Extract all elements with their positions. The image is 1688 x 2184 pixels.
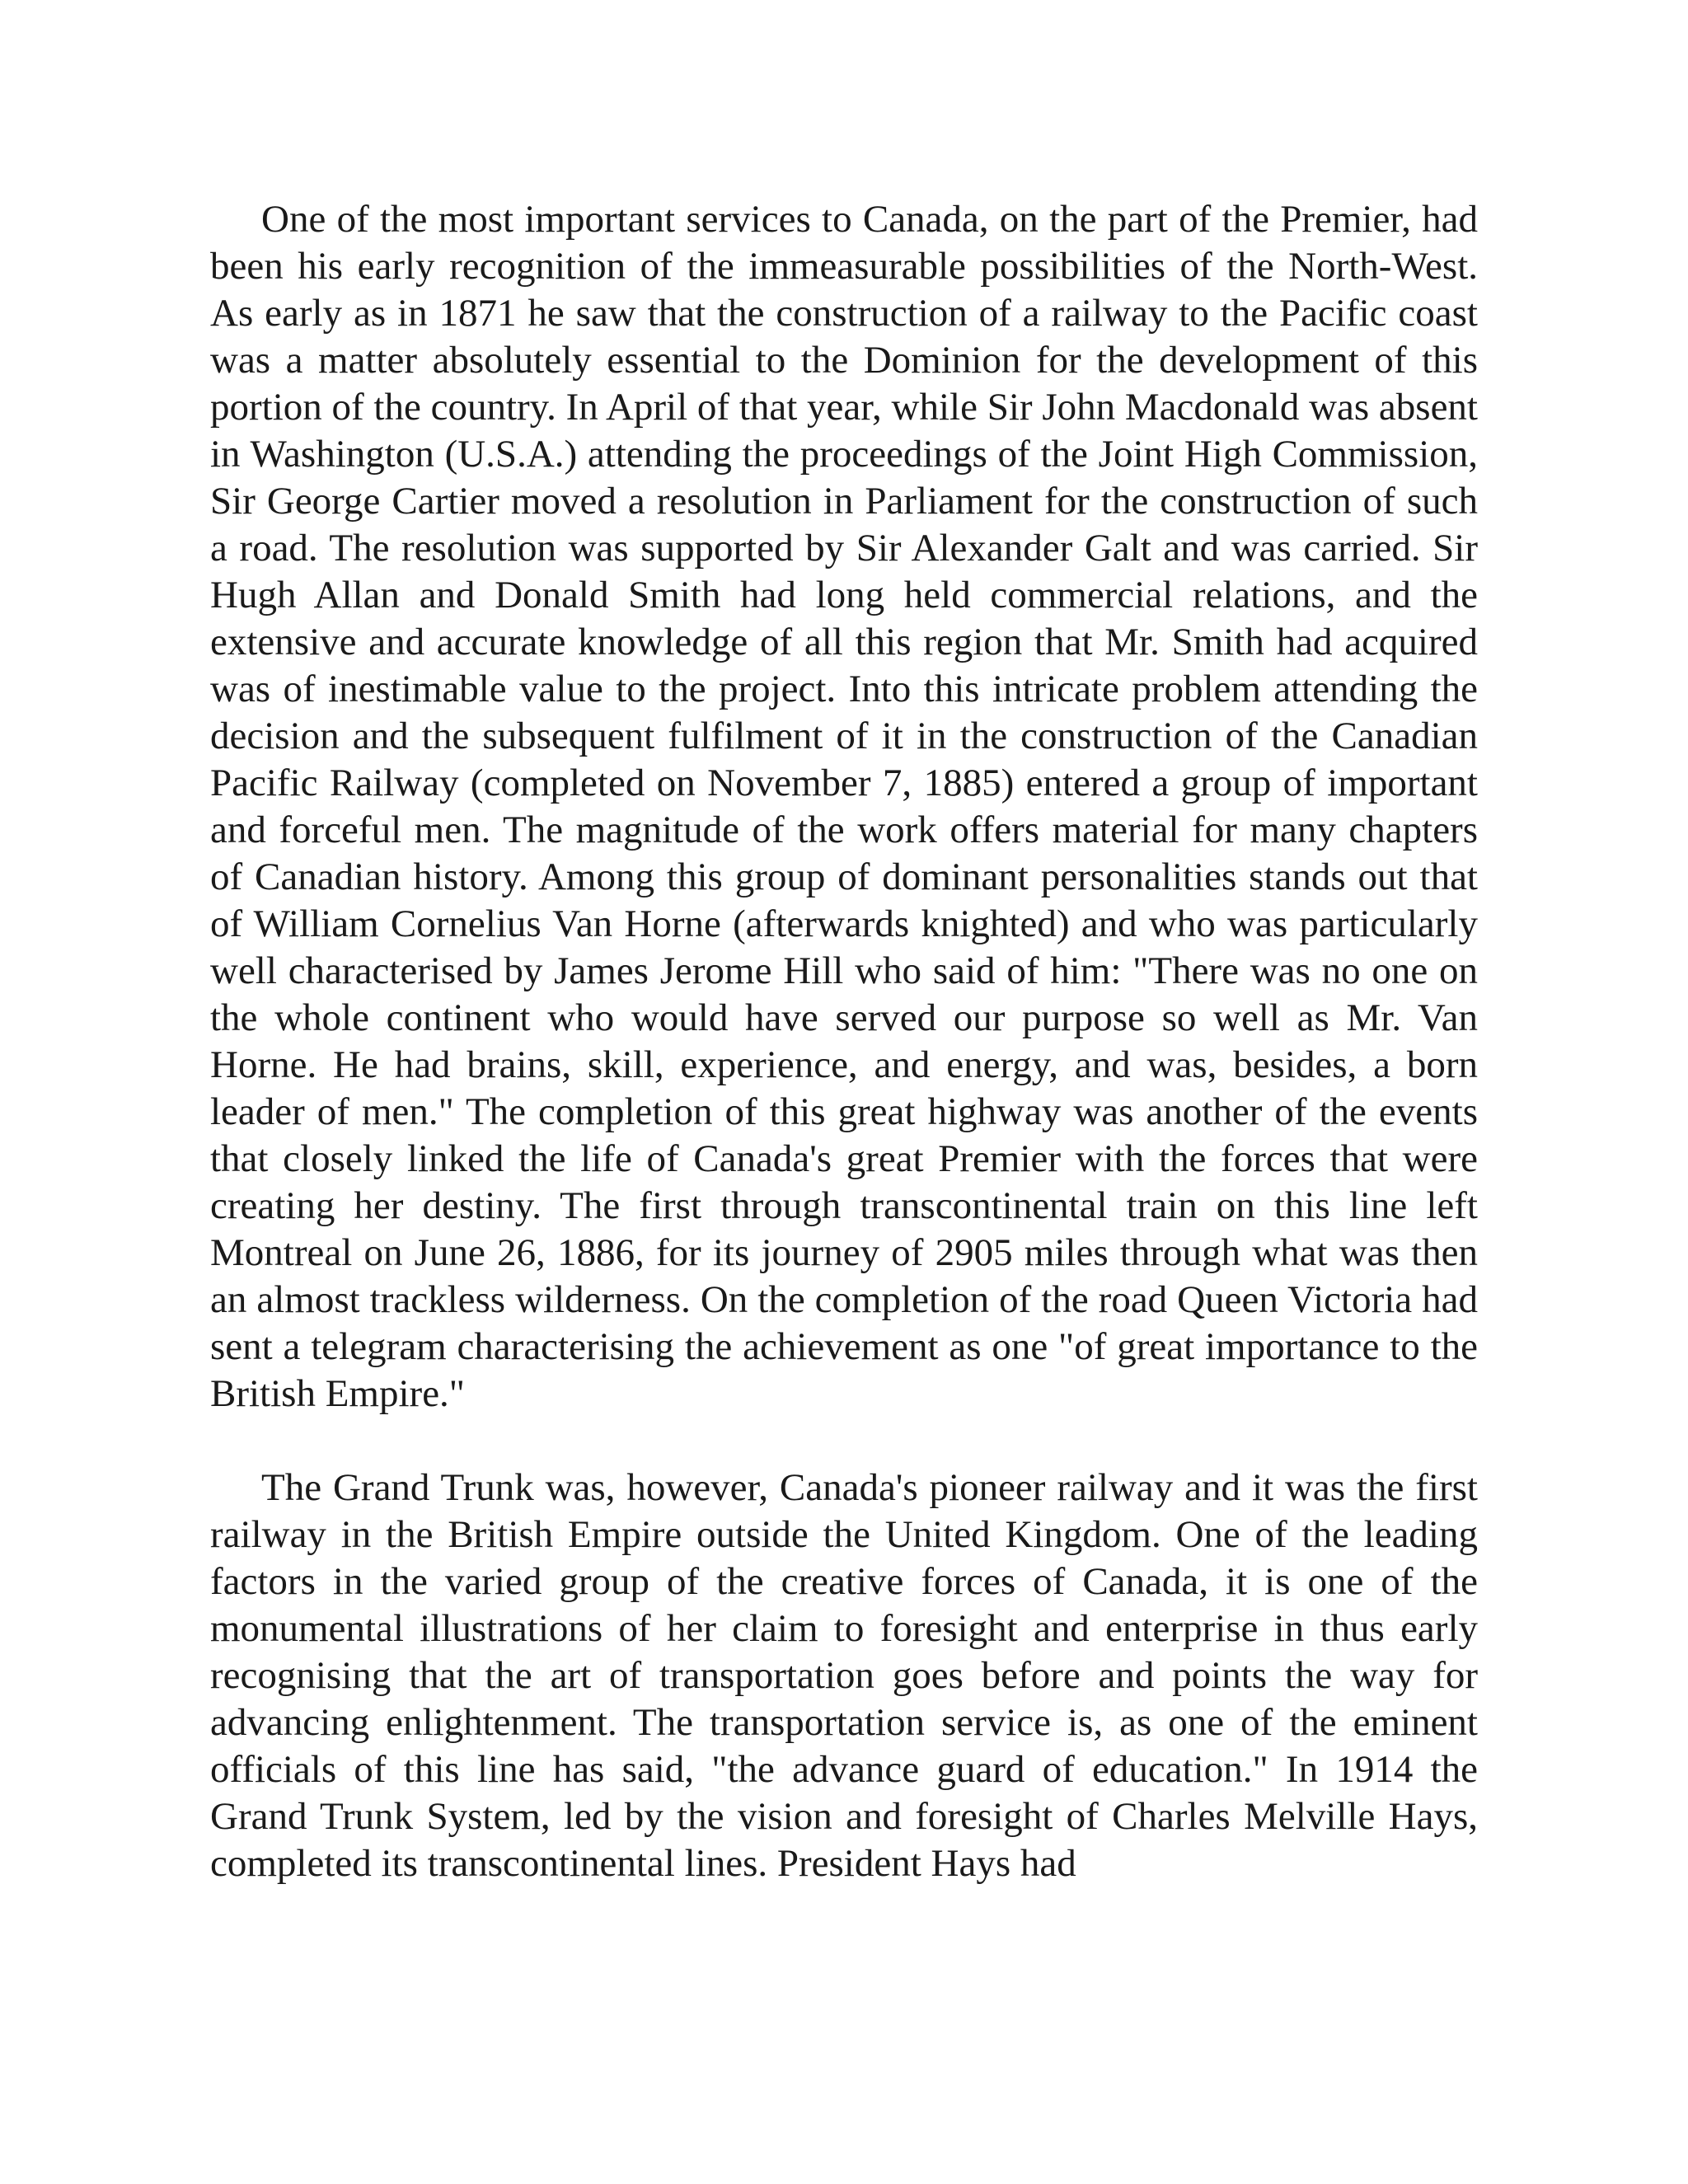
text-column [210, 196, 1478, 1887]
paragraph-grand-trunk: The Grand Trunk was, however, Canada's pioneer railway and it was the first railway in the British Empire outside the United Kingdom. One of the leading factors in the varied group of the creative forces of Canada, it is one of the monumental illustrations of her claim to foresight and enterprise in thus early recognising that the art of transportation goes before and points the way for advancing enlightenment. The transportation service is, as one of the eminent officials of this line has said, "the advance guard of education." In 1914 the Grand Trunk System, led by the vision and foresight of Charles Melville Hays, completed its transcontinental lines. President Hays had [210, 1466, 1478, 1885]
paragraph-canadian-pacific: One of the most important services to Canada, on the part of the Premier, had been his early recognition of the immeasurable possibilities of the North-West. As early as in 1871 he saw that the construction of a railway to the Pacific coast was a matter absolutely essential to the Dominion for the development of this portion of the country. In April of that year, while Sir John Macdonald was absent in Washington (U.S.A.) attending the proceedings of the Joint High Commission, Sir George Cartier moved a resolution in Parliament for the construction of such a road. The resolution was supported by Sir Alexander Galt and was carried. Sir Hugh Allan and Donald Smith had long held commercial relations, and the extensive and accurate knowledge of all this region that Mr. Smith had acquired was of inestimable value to the project. Into this intricate problem attending the decision and the subsequent fulfilment of it in the construction of the Canadian Pacific Railway (completed on November 7, 1885) entered a group of important and forceful men. The magnitude of the work offers material for many chapters of Canadian history. Among this group of dominant personalities stands out that of William Cornelius Van Horne (afterwards knighted) and who was particularly well characterised by James Jerome Hill who said of him: "There was no one on the whole continent who would have served our purpose so well as Mr. Van Horne. He had brains, skill, experience, and energy, and was, besides, a born leader of men." The completion of this great highway was another of the events that closely linked the life of Canada's great Premier with the forces that were creating her destiny. The first through transcontinental train on this line left Montreal on June 26, 1886, for its journey of 2905 miles through what was then an almost trackless wilderness. On the completion of the road Queen Victoria had sent a telegram characterising the achievement as one "of great importance to the British Empire." [210, 198, 1478, 1415]
